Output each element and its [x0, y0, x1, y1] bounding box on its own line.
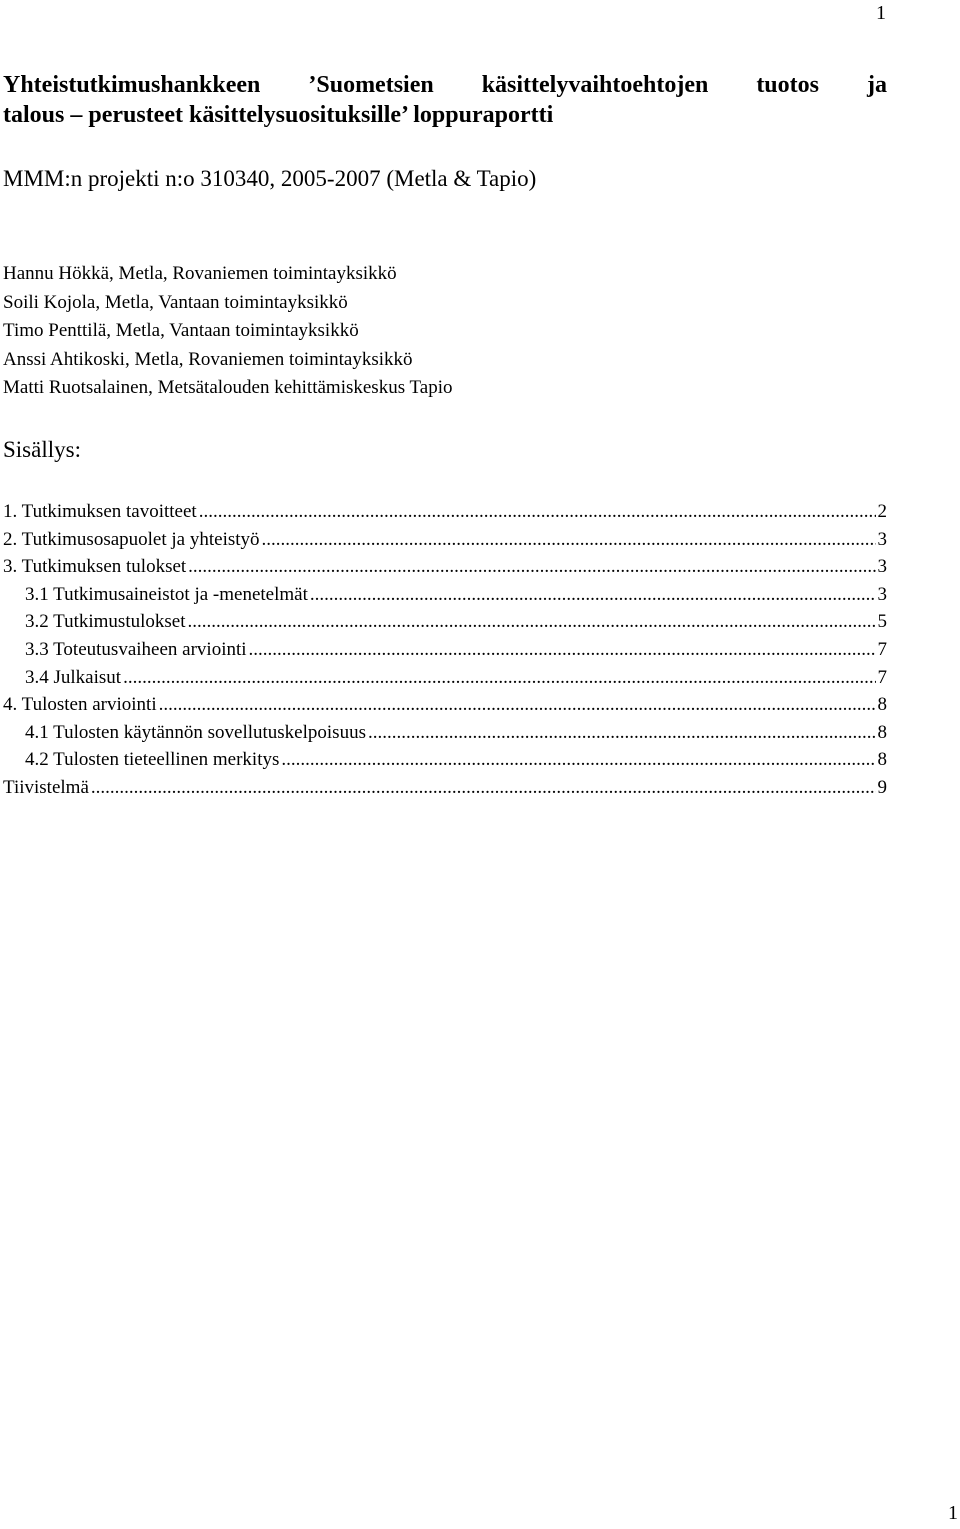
toc-entry-page: 7	[877, 666, 887, 688]
toc-dot-leader	[188, 553, 875, 581]
toc-entry-label: 3.1 Tutkimusaineistot ja -menetelmät	[25, 583, 308, 605]
author-line: Anssi Ahtikoski, Metla, Rovaniemen toimintayksikkö	[3, 348, 413, 370]
toc-entry-label: 3. Tutkimuksen tulokset	[3, 556, 187, 578]
toc-entry-page: 3	[877, 583, 887, 605]
author-line: Soili Kojola, Metla, Vantaan toimintayksikkö	[3, 291, 348, 313]
toc-dot-leader	[368, 719, 876, 747]
toc-dot-leader	[188, 608, 876, 636]
toc-entry-label: 3.3 Toteutusvaiheen arviointi	[25, 638, 247, 660]
toc-entry[interactable]	[3, 608, 887, 636]
title-word: ’Suometsien	[308, 72, 434, 98]
toc-entry[interactable]	[3, 746, 887, 774]
toc-entry-label: 1. Tutkimuksen tavoitteet	[3, 501, 197, 522]
toc-entry-page: 5	[877, 611, 887, 633]
toc-dot-leader	[249, 636, 876, 664]
toc-entry-page: 9	[877, 776, 887, 798]
toc-entry-page: 3	[877, 556, 887, 578]
toc-entry-page: 2	[877, 501, 887, 522]
author-line: Timo Penttilä, Metla, Vantaan toimintayksikkö	[3, 320, 359, 341]
toc-heading: Sisällys:	[3, 437, 81, 462]
toc-entry-label: 4. Tulosten arviointi	[3, 694, 157, 716]
toc-entry[interactable]	[3, 636, 887, 664]
toc-entry[interactable]	[3, 498, 887, 526]
toc-entry-label: 4.1 Tulosten käytännön sovellutuskelpoisuus	[25, 721, 366, 743]
toc-entry-label: 3.4 Julkaisut	[25, 666, 122, 688]
toc-entry-page: 3	[877, 528, 887, 550]
toc-entry-label: 3.2 Tutkimustulokset	[25, 611, 186, 633]
title-word: tuotos	[756, 72, 819, 98]
toc-entry-page: 8	[877, 749, 887, 771]
toc-entry-label: 4.2 Tulosten tieteellinen merkitys	[25, 749, 280, 771]
table-of-contents	[3, 498, 887, 802]
toc-dot-leader	[281, 746, 875, 774]
toc-dot-leader	[262, 526, 876, 554]
title-word: ja	[866, 72, 887, 98]
title-line-1	[3, 70, 887, 100]
toc-entry-page: 8	[877, 694, 887, 716]
toc-entry[interactable]	[3, 581, 887, 609]
toc-entry-label: 2. Tutkimusosapuolet ja yhteistyö	[3, 528, 260, 550]
title-word: Yhteistutkimushankkeen	[3, 72, 261, 98]
toc-entry-label: Tiivistelmä	[3, 776, 89, 798]
toc-entry[interactable]	[3, 691, 887, 719]
toc-dot-leader	[159, 691, 876, 719]
toc-entry[interactable]	[3, 719, 887, 747]
toc-entry-page: 8	[877, 721, 887, 743]
project-info: MMM:n projekti n:o 310340, 2005-2007 (Metla & Tapio)	[3, 166, 537, 191]
report-title	[3, 70, 887, 130]
toc-dot-leader	[91, 774, 876, 802]
page-number-bottom: 1	[948, 1502, 958, 1524]
author-line: Matti Ruotsalainen, Metsätalouden kehittämiskeskus Tapio	[3, 377, 453, 398]
title-line-2: talous – perusteet käsittelysuosituksille’ loppuraportti	[3, 102, 554, 128]
author-list	[3, 260, 453, 403]
toc-entry-page: 7	[877, 638, 887, 660]
toc-dot-leader	[199, 498, 876, 526]
toc-entry[interactable]	[3, 664, 887, 692]
toc-entry[interactable]	[3, 553, 887, 581]
toc-dot-leader	[123, 664, 875, 692]
toc-entry[interactable]	[3, 526, 887, 554]
page-number-top: 1	[876, 2, 886, 24]
toc-entry[interactable]	[3, 774, 887, 802]
author-line: Hannu Hökkä, Metla, Rovaniemen toimintayksikkö	[3, 263, 397, 284]
toc-dot-leader	[310, 581, 876, 609]
title-word: käsittelyvaihtoehtojen	[481, 72, 709, 98]
